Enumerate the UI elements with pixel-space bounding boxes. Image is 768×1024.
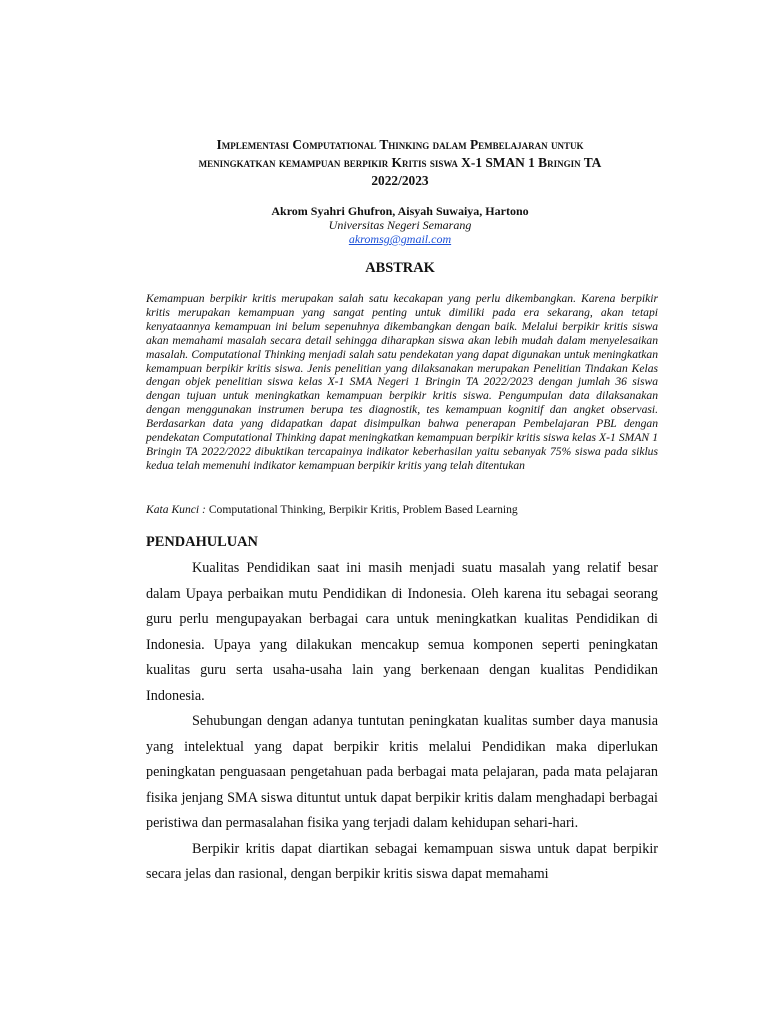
- body-paragraph-2: Sehubungan dengan adanya tuntutan peningkatan kualitas sumber daya manusia yang intelektual yang dapat berpikir kritis melalui Pendidikan maka diperlukan peningkatan penguasaan pengetahuan pada berbagai mata pelajaran, pada mata pelajaran fisika jenjang SMA siswa dituntut untuk dapat berpikir kritis dalam menghadapi berbagai peristiwa dan permasalahan fisika yang terjadi dalam kehidupan sehari-hari.: [146, 713, 658, 831]
- keywords-line: [146, 503, 658, 517]
- author-affiliation: Universitas Negeri Semarang: [328, 218, 472, 232]
- title-line-3: 2022/2023: [371, 173, 429, 188]
- section-heading: PENDAHULUAN: [146, 534, 258, 550]
- author-block: [120, 204, 680, 246]
- keywords-value: Computational Thinking, Berpikir Kritis, Problem Based Learning: [208, 503, 518, 516]
- keywords-label: Kata Kunci :: [146, 503, 206, 516]
- author-email-link[interactable]: akromsg@gmail.com: [348, 232, 452, 246]
- abstract-heading: ABSTRAK: [365, 260, 435, 276]
- title-line-2: meningkatkan kemampuan berpikir Kritis siswa X-1 SMAN 1 Bringin TA: [198, 155, 602, 170]
- title-line-1: Implementasi Computational Thinking dalam Pembelajaran untuk: [216, 137, 584, 152]
- author-names: Akrom Syahri Ghufron, Aisyah Suwaiya, Hartono: [271, 204, 529, 218]
- abstract-text: Kemampuan berpikir kritis merupakan salah satu kecakapan yang perlu dikembangkan. Karena berpikir kritis merupakan kemampuan yang sangat penting untuk dimiliki pada era sekarang, akan tetapi kenyataannya kemampuan ini belum sepenuhnya dikembangkan dengan baik. Melalui berpikir kritis siswa akan memahami masalah secara detail sehingga diharapkan siswa akan lebih mudah dalam menyelesaikan masalah. Computational Thinking menjadi salah satu pendekatan yang dapat digunakan untuk meningkatkan kemampuan berpikir kritis siswa. Jenis penelitian yang dilaksanakan merupakan Penelitian Tindakan Kelas dengan objek penelitian siswa kelas X-1 SMA Negeri 1 Bringin TA 2022/2023 dengan jumlah 36 siswa dengan tujuan untuk meningkatkan kemampuan berpikir kritis siswa. Pengumpulan data dilaksanakan dengan menggunakan instrumen berupa tes diagnostik, tes kemampuan kognitif dan angket observasi. Berdasarkan data yang didapatkan dapat disimpulkan bahwa penerapan Pembelajaran PBL dengan pendekatan Computational Thinking dapat meningkatkan kemampuan berpikir kritis siswa kelas X-1 SMAN 1 Bringin TA 2022/2022 dibuktikan tercapainya indikator keberhasilan yaitu sebanyak 75% siswa pada siklus kedua telah memenuhi indikator kemampuan berpikir kritis yang telah ditentukan: [146, 292, 658, 472]
- body-paragraph-3: Berpikir kritis dapat diartikan sebagai kemampuan siswa untuk dapat berpikir secara jelas dan rasional, dengan berpikir kritis siswa dapat memahami: [146, 840, 658, 882]
- body-paragraph-1: Kualitas Pendidikan saat ini masih menjadi suatu masalah yang relatif besar dalam Upaya perbaikan mutu Pendidikan di Indonesia. Oleh karena itu sebagai seorang guru perlu mengupayakan berbagai cara untuk meningkatkan kualitas Pendidikan di Indonesia. Upaya yang dilakukan mencakup semua komponen seperti peningkatan kualitas guru serta usaha-usaha lain yang berkenaan dengan kualitas Pendidikan Indonesia.: [146, 560, 658, 704]
- paper-title: [120, 136, 680, 190]
- section-body: [146, 556, 658, 888]
